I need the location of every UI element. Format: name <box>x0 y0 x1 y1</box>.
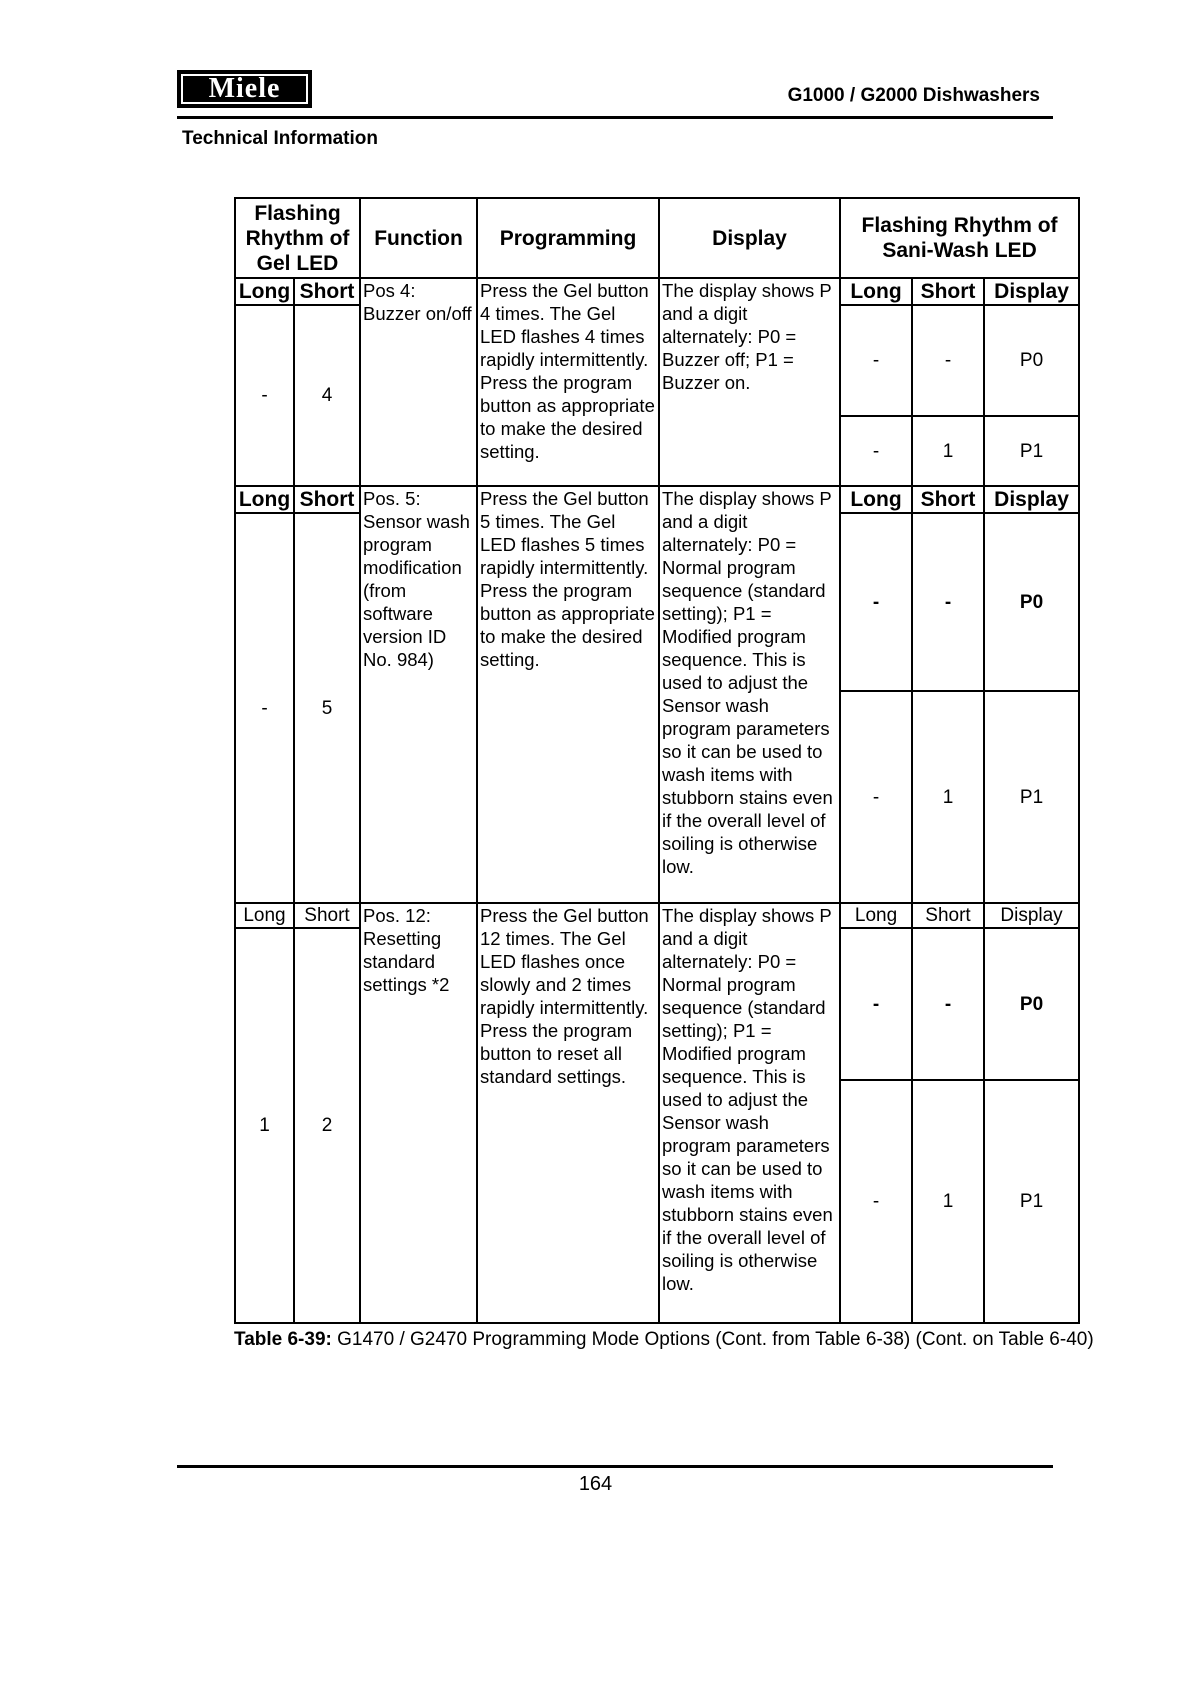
logo-frame <box>181 74 308 104</box>
display-cell: The display shows P and a digit alternately: P0 = Buzzer off; P1 = Buzzer on. <box>659 278 840 486</box>
gel-long-value: 1 <box>235 928 294 1323</box>
sub-label-display: Display <box>984 278 1079 305</box>
display-cell: The display shows P and a digit alternately: P0 = Normal program sequence (standard setting); P1 = Modified program sequence. This is used to adjust the Sensor wash program parameters so it can be used to wash items with stubborn stains even if the overall level of soiling is otherwise low. <box>659 903 840 1323</box>
header-sani-wash-led: Flashing Rhythm of Sani-Wash LED <box>840 198 1079 278</box>
sani-display-value: P0 <box>984 928 1079 1080</box>
sub-label-short: Short <box>912 278 984 305</box>
gel-long-value: - <box>235 513 294 903</box>
sub-label-long: Long <box>840 486 912 513</box>
function-cell: Pos 4: Buzzer on/off <box>360 278 477 486</box>
sub-label-short: Short <box>294 278 360 305</box>
sub-label-short: Short <box>912 903 984 928</box>
sub-label-long: Long <box>235 903 294 928</box>
sub-label-long: Long <box>235 486 294 513</box>
footer-rule <box>177 1465 1053 1468</box>
sub-label-display: Display <box>984 486 1079 513</box>
logo-text: Miele <box>208 73 281 104</box>
display-cell: The display shows P and a digit alternately: P0 = Normal program sequence (standard setting); P1 = Modified program sequence. This is used to adjust the Sensor wash program parameters so it can be used to wash items with stubborn stains even if the overall level of soiling is otherwise low. <box>659 486 840 903</box>
sani-short-value: - <box>912 513 984 691</box>
sani-display-value: P1 <box>984 416 1079 486</box>
sani-display-value: P0 <box>984 305 1079 416</box>
table-row <box>235 486 1079 513</box>
sani-display-value: P1 <box>984 1080 1079 1323</box>
sub-label-short: Short <box>294 486 360 513</box>
sani-short-value: 1 <box>912 416 984 486</box>
sani-long-value: - <box>840 416 912 486</box>
sub-label-long: Long <box>235 278 294 305</box>
table-row <box>235 903 1079 928</box>
sani-short-value: - <box>912 928 984 1080</box>
sani-long-value: - <box>840 513 912 691</box>
sani-display-value: P0 <box>984 513 1079 691</box>
header-rule <box>177 116 1053 119</box>
gel-short-value: 4 <box>294 305 360 486</box>
programming-options-table <box>234 197 1080 1324</box>
document-title: G1000 / G2000 Dishwashers <box>787 85 1040 106</box>
sub-label-short: Short <box>294 903 360 928</box>
sani-display-value: P1 <box>984 691 1079 903</box>
sani-long-value: - <box>840 305 912 416</box>
table-header-row <box>235 198 1079 278</box>
caption-label: Table 6-39: <box>234 1329 332 1350</box>
gel-short-value: 2 <box>294 928 360 1323</box>
sub-label-short: Short <box>912 486 984 513</box>
sub-label-display: Display <box>984 903 1079 928</box>
sani-long-value: - <box>840 928 912 1080</box>
sani-long-value: - <box>840 1080 912 1323</box>
sub-label-long: Long <box>840 278 912 305</box>
programming-cell: Press the Gel button 5 times. The Gel LED flashes 5 times rapidly intermittently. Press the program button as appropriate to make the desired setting. <box>477 486 659 903</box>
header-display: Display <box>659 198 840 278</box>
sani-short-value: 1 <box>912 691 984 903</box>
programming-cell: Press the Gel button 4 times. The Gel LED flashes 4 times rapidly intermittently. Press the program button as appropriate to make the desired setting. <box>477 278 659 486</box>
programming-cell: Press the Gel button 12 times. The Gel LED flashes once slowly and 2 times rapidly intermittently. Press the program button to reset all standard settings. <box>477 903 659 1323</box>
section-title: Technical Information <box>182 128 379 149</box>
sani-long-value: - <box>840 691 912 903</box>
sani-short-value: - <box>912 305 984 416</box>
table-caption <box>234 1329 1094 1351</box>
sub-label-long: Long <box>840 903 912 928</box>
miele-logo <box>177 70 312 108</box>
sani-short-value: 1 <box>912 1080 984 1323</box>
function-cell: Pos. 5: Sensor wash program modification (from software version ID No. 984) <box>360 486 477 903</box>
function-cell: Pos. 12: Resetting standard settings *2 <box>360 903 477 1323</box>
page-number: 164 <box>578 1473 613 1495</box>
header-programming: Programming <box>477 198 659 278</box>
table-row <box>235 278 1079 305</box>
gel-long-value: - <box>235 305 294 486</box>
header-gel-led: Flashing Rhythm of Gel LED <box>235 198 360 278</box>
header-function: Function <box>360 198 477 278</box>
caption-text: G1470 / G2470 Programming Mode Options (Cont. from Table 6-38) (Cont. on Table 6-40) <box>331 1329 1094 1350</box>
gel-short-value: 5 <box>294 513 360 903</box>
